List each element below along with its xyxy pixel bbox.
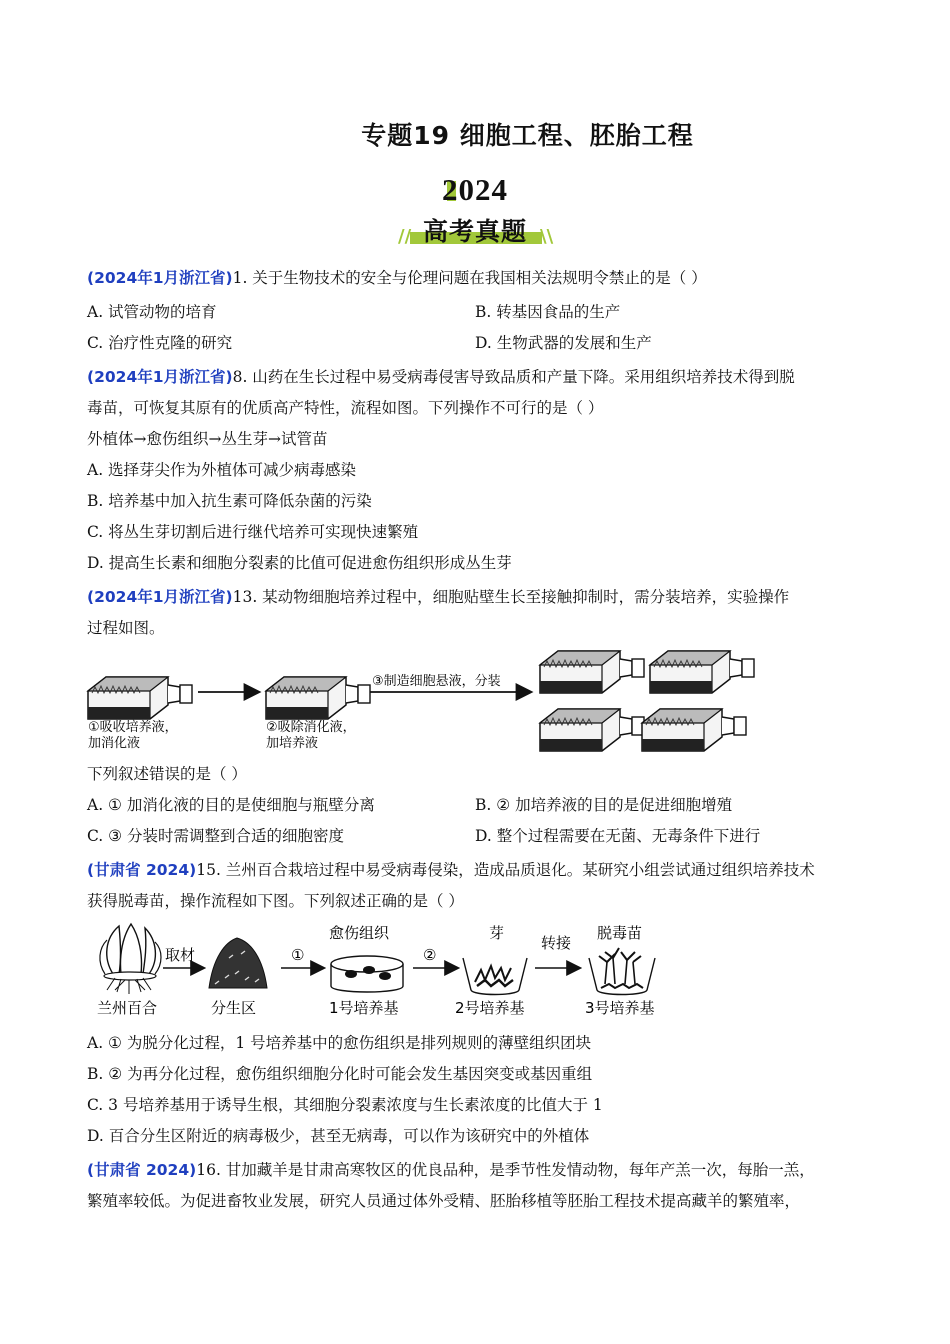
page-title: 专题19 细胞工程、胚胎工程 [361,121,694,150]
right-slash-decoration: \\ [540,226,554,247]
question-source: (2024年1月浙江省) [87,368,233,386]
section-banner: 高考真题 [422,217,527,246]
dish-3-drawing [589,948,655,995]
flask-2 [266,677,370,719]
option-d: D. 百合分生区附近的病毒极少，甚至无病毒，可以作为该研究中的外植体 [87,1127,590,1145]
flow-text: 外植体→愈伤组织→丛生芽→试管苗 [87,430,328,448]
step-1-label-2: 加消化液 [88,736,141,751]
option-b: B. ② 加培养液的目的是促进细胞增殖 [475,796,733,814]
option-a: A. 试管动物的培育 [87,303,217,321]
cell-culture-figure [80,645,760,755]
tissue-culture-figure [85,918,685,1026]
question-16-stem-cont: 繁殖率较低。为促进畜牧业发展，研究人员通过体外受精、胚胎移植等胚胎工程技术提高藏羊的繁殖率， [87,1192,801,1210]
option-b: B. ② 为再分化过程，愈伤组织细胞分化时可能会发生基因突变或基因重组 [87,1065,593,1083]
step-2-label-2: 加培养液 [266,736,319,751]
step-2-label: ②吸除消化液， [266,720,356,735]
option-d: D. 整个过程需要在无菌、无毒条件下进行 [475,827,761,845]
take-label: 取材 [165,946,196,964]
question-15-stem: (甘肃省 2024)15. 兰州百合栽培过程中易受病毒侵染，造成品质退化。某研究小组尝试通过组织培养技术 [87,861,815,879]
option-a: A. ① 加消化液的目的是使细胞与瓶壁分离 [87,796,375,814]
option-a: A. ① 为脱分化过程，1 号培养基中的愈伤组织是排列规则的薄壁组织团块 [87,1034,592,1052]
left-slash-decoration: // [398,226,412,247]
medium-2-label: 2号培养基 [455,999,525,1017]
zone-label: 分生区 [211,999,257,1017]
question-source: (2024年1月浙江省) [87,588,233,606]
lily-label: 兰州百合 [97,999,158,1017]
step-2-marker: ② [423,946,437,964]
option-d: D. 生物武器的发展和生产 [475,334,652,352]
option-c: C. 治疗性克隆的研究 [87,334,233,352]
question-16-stem: (甘肃省 2024)16. 甘加藏羊是甘肃高寒牧区的优良品种，是季节性发情动物，每年产羔一次，每胎一羔， [87,1161,815,1179]
step-1-marker: ① [291,946,305,964]
option-c: C. 3 号培养基用于诱导生根，其细胞分裂素浓度与生长素浓度的比值大于 1 [87,1096,603,1114]
option-b: B. 转基因食品的生产 [475,303,621,321]
step-1-label: ①吸收培养液， [88,720,178,735]
flask-1 [88,677,192,719]
option-b: B. 培养基中加入抗生素可降低杂菌的污染 [87,492,372,510]
question-8-stem: (2024年1月浙江省)8. 山药在生长过程中易受病毒侵害导致品质和产量下降。采用组织培养技术得到脱 [87,368,795,386]
option-a: A. 选择芽尖作为外植体可减少病毒感染 [87,461,357,479]
flask-4 [650,651,754,693]
flask-6 [642,709,746,751]
dish-1-drawing [331,956,403,992]
transfer-label: 转接 [541,934,572,952]
option-c: C. 将丛生芽切割后进行继代培养可实现快速繁殖 [87,523,419,541]
question-13-stem-cont: 过程如图。 [87,619,165,637]
step-3-label: ③制造细胞悬液，分装 [372,674,501,689]
year-heading: 2024 [442,172,508,207]
question-source: (2024年1月浙江省) [87,269,233,287]
dish-2-drawing [463,958,527,995]
question-15-stem-cont: 获得脱毒苗，操作流程如下图。下列叙述正确的是（ ） [87,892,464,910]
question-1-stem: (2024年1月浙江省)1. 关于生物技术的安全与伦理问题在我国相关法规明令禁止的是（ ） [87,269,707,287]
meristem-drawing [209,938,267,988]
medium-3-label: 3号培养基 [585,999,655,1017]
question-13-lead: 下列叙述错误的是（ ） [87,765,247,783]
question-13-stem: (2024年1月浙江省)13. 某动物细胞培养过程中，细胞贴壁生长至接触抑制时，需分装培养，实验操作 [87,588,790,606]
option-c: C. ③ 分装时需调整到合适的细胞密度 [87,827,344,845]
question-source: (甘肃省 2024) [87,1161,197,1179]
bud-label: 芽 [489,924,505,942]
lily-bulb-drawing [100,924,161,994]
callus-label: 愈伤组织 [329,924,390,942]
question-8-stem-cont: 毒苗，可恢复其原有的优质高产特性，流程如图。下列操作不可行的是（ ） [87,399,604,417]
flask-3 [540,651,644,693]
medium-1-label: 1号培养基 [329,999,399,1017]
question-source: (甘肃省 2024) [87,861,197,879]
flask-5 [540,709,644,751]
option-d: D. 提高生长素和细胞分裂素的比值可促进愈伤组织形成丛生芽 [87,554,512,572]
seedling-label: 脱毒苗 [597,924,643,942]
